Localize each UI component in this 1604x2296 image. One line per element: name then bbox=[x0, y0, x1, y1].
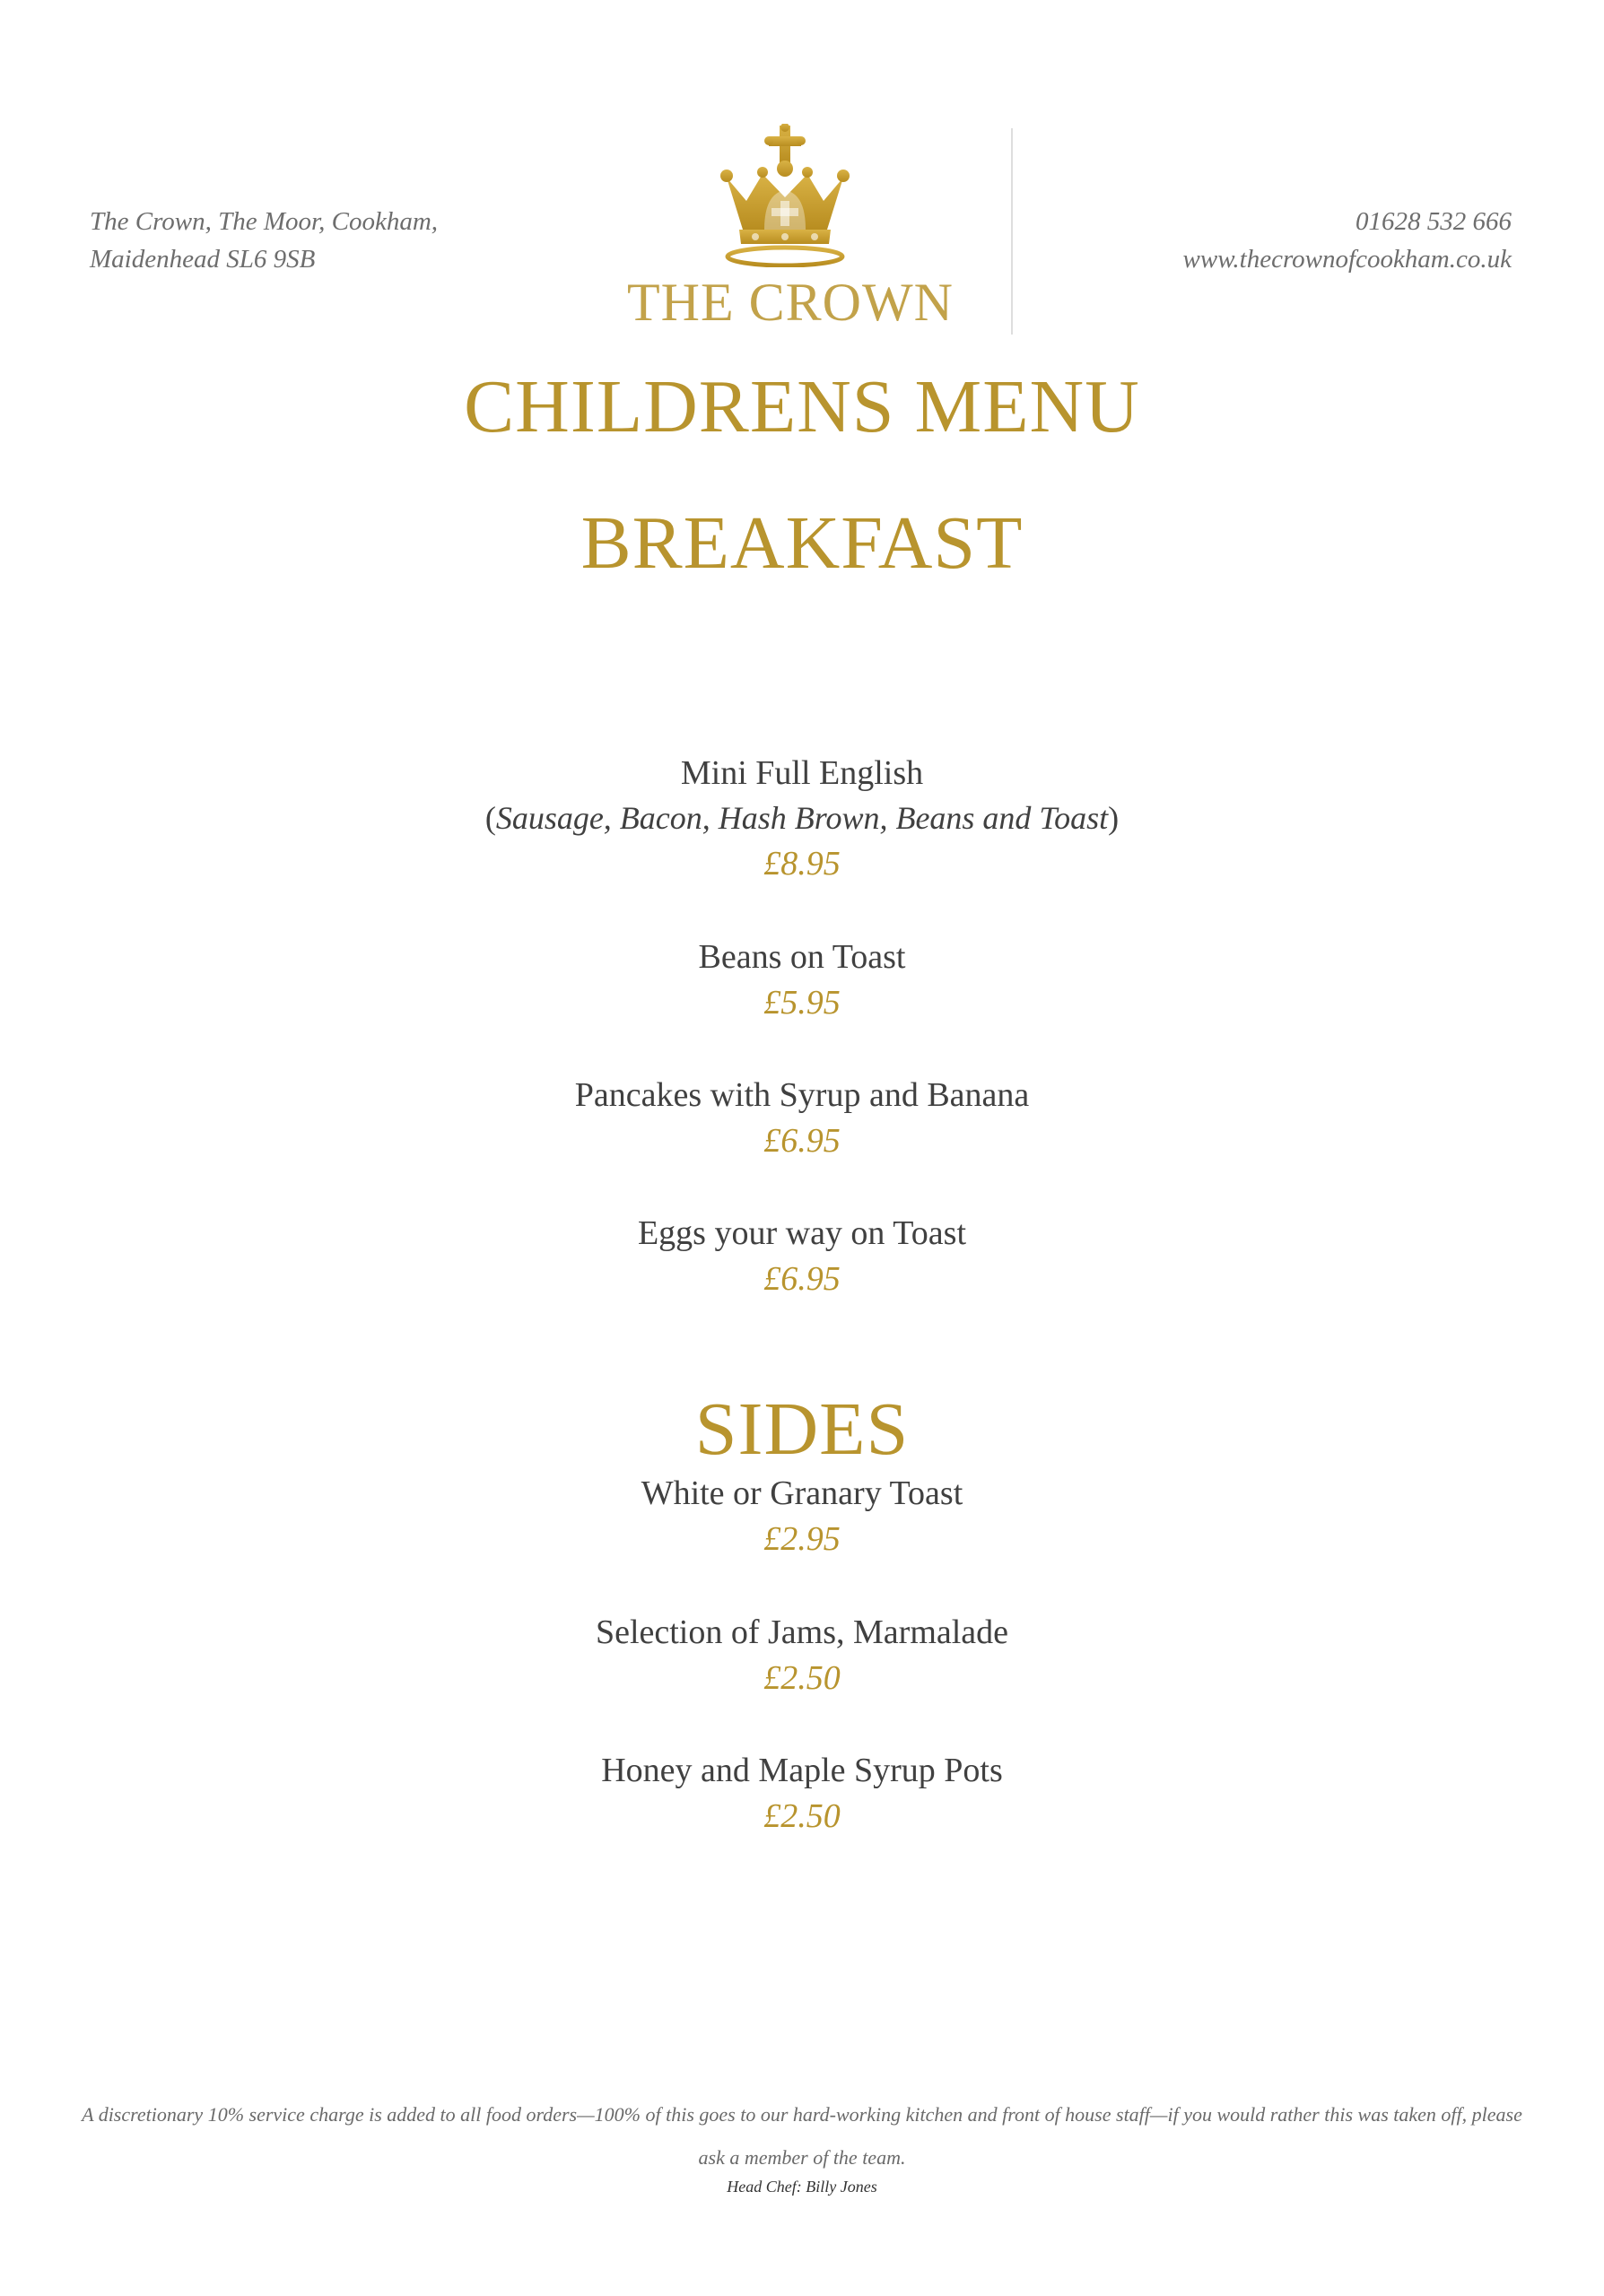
section-heading-breakfast: BREAKFAST bbox=[580, 501, 1024, 585]
logo bbox=[580, 124, 1001, 335]
item-name: Beans on Toast bbox=[698, 938, 906, 976]
menu-item bbox=[0, 935, 1604, 1026]
brand-name: THE CROWN bbox=[627, 273, 954, 332]
item-price: £2.95 bbox=[763, 1520, 841, 1558]
item-price: £5.95 bbox=[763, 984, 841, 1022]
item-name: Pancakes with Syrup and Banana bbox=[574, 1076, 1030, 1114]
menu-item bbox=[0, 1748, 1604, 1839]
item-description: (Sausage, Bacon, Hash Brown, Beans and Toast) bbox=[484, 800, 1120, 836]
address-line-2: Maidenhead SL6 9SB bbox=[90, 245, 316, 274]
contact-info bbox=[1183, 203, 1512, 278]
menu-item bbox=[0, 751, 1604, 887]
item-name: Mini Full English bbox=[680, 754, 924, 792]
head-chef: Head Chef: Billy Jones bbox=[727, 2178, 877, 2196]
item-price: £2.50 bbox=[763, 1659, 841, 1697]
crown-icon bbox=[718, 124, 852, 267]
address bbox=[90, 203, 438, 278]
item-price: £2.50 bbox=[763, 1797, 841, 1835]
item-name: Selection of Jams, Marmalade bbox=[595, 1613, 1009, 1651]
item-price: £8.95 bbox=[763, 845, 841, 883]
address-line-1: The Crown, The Moor, Cookham, bbox=[90, 207, 439, 236]
menu-item bbox=[0, 1211, 1604, 1302]
item-price: £6.95 bbox=[763, 1260, 841, 1298]
menu-item bbox=[0, 1610, 1604, 1701]
item-name: White or Granary Toast bbox=[641, 1474, 963, 1512]
phone-number: 01628 532 666 bbox=[1356, 207, 1512, 236]
menu-item bbox=[0, 1471, 1604, 1562]
item-price: £6.95 bbox=[763, 1122, 841, 1160]
page-title: CHILDRENS MENU bbox=[464, 365, 1140, 448]
website-link[interactable]: www.thecrownofcookham.co.uk bbox=[1182, 245, 1512, 274]
service-charge-notice: A discretionary 10% service charge is added to all food orders—100% of this goes to our hard-working kitchen and front of house staff—if you would rather this was taken off, please ask a member of the team. bbox=[82, 2103, 1522, 2169]
menu-item bbox=[0, 1073, 1604, 1164]
section-heading-sides: SIDES bbox=[694, 1387, 910, 1471]
header-divider bbox=[1011, 128, 1013, 335]
item-name: Eggs your way on Toast bbox=[637, 1214, 967, 1252]
item-name: Honey and Maple Syrup Pots bbox=[601, 1752, 1003, 1789]
